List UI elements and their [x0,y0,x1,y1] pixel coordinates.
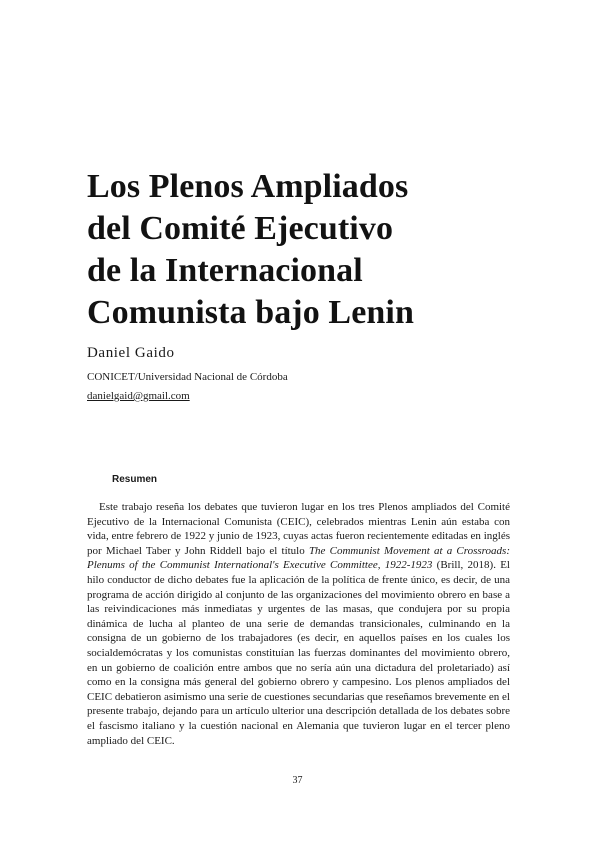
abstract-body [87,500,510,748]
abstract-book-title: The Communist Movement at a Crossroads: Plenums of the Communist International's Executive Committee, 1922-1923 [87,544,510,572]
abstract-text-part1: Este trabajo reseña los debates que tuvieron lugar en los tres Plenos ampliados del Comité Ejecutivo de la Internacional Comunista (CEIC), celebrados mientras Lenin aún estaba con vida, entre febrero de 1922 y junio de 1923, cuyas actas fueron recientemente editadas en inglés por Michael Taber y John Riddell bajo el título [87,501,510,557]
author-email-link[interactable]: danielgaid@gmail.com [87,390,190,402]
author-affiliation: CONICET/Universidad Nacional de Córdoba [87,371,288,383]
title-line: Los Plenos Ampliados [87,168,409,205]
title-line: de la Internacional [87,252,363,289]
title-line: Comunista bajo Lenin [87,294,414,331]
page-number: 37 [292,775,303,786]
author-name: Daniel Gaido [87,345,175,361]
abstract-heading: Resumen [112,474,158,485]
title-line: del Comité Ejecutivo [87,210,394,247]
article-title [87,166,487,334]
abstract-text-part2: (Brill, 2018). El hilo conductor de dicho debates fue la aplicación de la política de frente único, es decir, de una programa de acción dirigido al conjunto de las organizaciones del movimiento obrero en base a las reivindicaciones más inmediatas y urgentes de las masas, que condujera por su propia dinámica de lucha al planteo de una serie de demandas transicionales, culminando en la consigna de un gobierno de los trabajadores (es decir, en aquellos países en los cuales los socialdemócratas y los comunistas constituían las fuerzas dominantes del movimiento obrero, en un gobierno de coalición entre ambos que no sería aún una dictadura del proletariado) así como en la consigna más general del gobierno obrero y campesino. Los plenos ampliados del CEIC debatieron asimismo una serie de cuestiones secundarias que reseñamos brevemente en el presente trabajo, dejando para un artículo ulterior una descripción detallada de los debates sobre el fascismo italiano y la cuestión nacional en Alemania que tuvieron lugar en el tercer pleno ampliado del CEIC. [87,559,510,747]
